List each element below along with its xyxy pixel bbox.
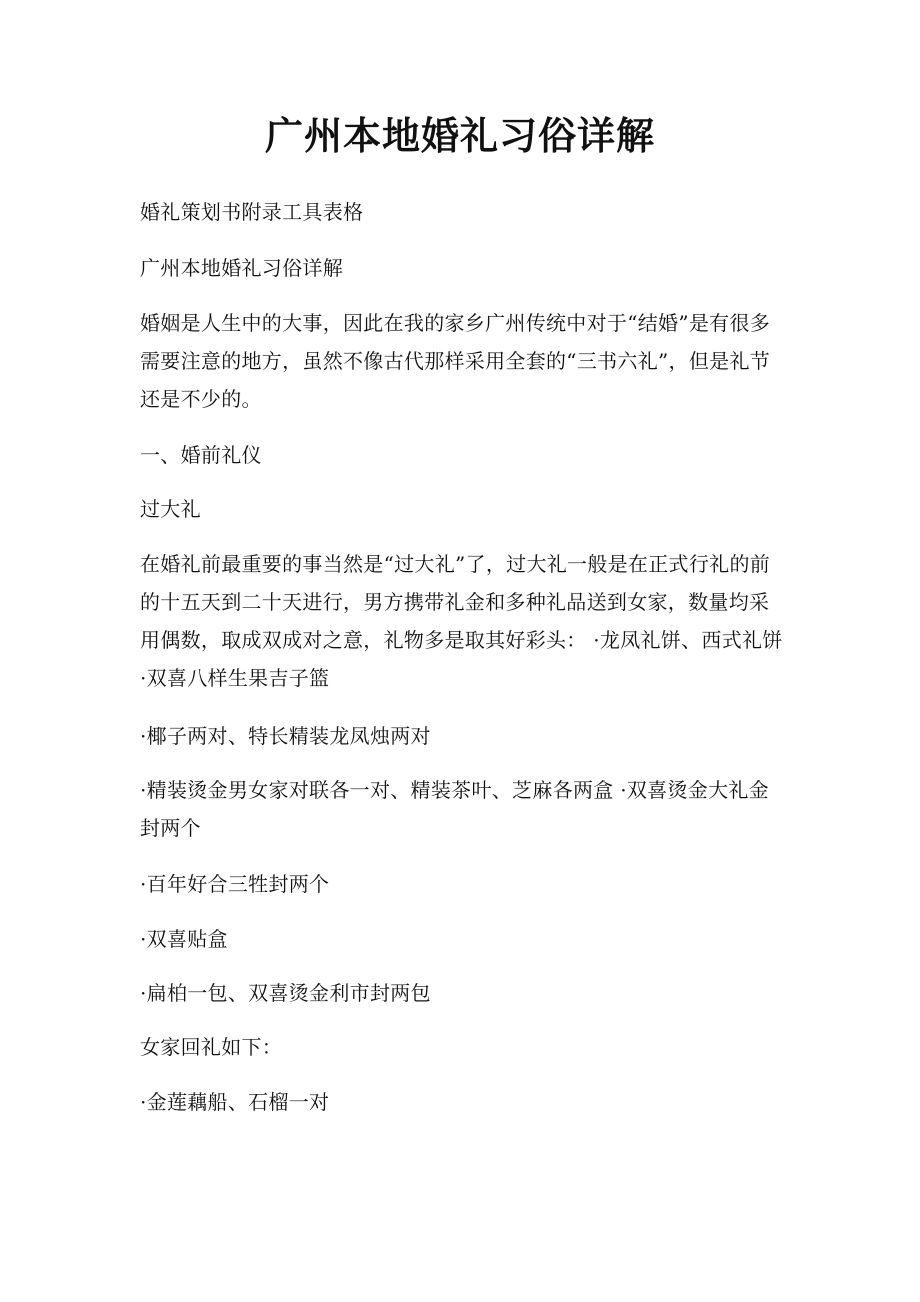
list-item: ·双喜贴盒	[140, 927, 228, 951]
list-item: ·精装烫金男女家对联各一对、精装茶叶、芝麻各两盒 ·双喜烫金大礼金封两个	[140, 778, 769, 840]
list-item: ·百年好合三牲封两个	[140, 872, 330, 896]
list-item: ·椰子两对、特长精装龙凤烛两对	[140, 724, 431, 748]
subtitle-repeat: 广州本地婚礼习俗详解	[140, 256, 343, 280]
intro-paragraph: 婚姻是人生中的大事，因此在我的家乡广州传统中对于“结婚”是有很多需要注意的地方，虽然不像古代那样采用全套的“三书六礼”，但是礼节还是不少的。	[140, 311, 771, 411]
document-title: 广州本地婚礼习俗详解	[264, 113, 655, 158]
body-paragraph: 在婚礼前最重要的事当然是“过大礼”了，过大礼一般是在正式行礼的前的十五天到二十天进行，男方携带礼金和多种礼品送到女家，数量均采用偶数，取成双成对之意，礼物多是取其好彩头： ·龙凤礼饼、西式礼饼 ·双喜八样生果吉子篮	[140, 552, 783, 690]
body-paragraph: 女家回礼如下：	[140, 1035, 283, 1059]
list-item: ·扁柏一包、双喜烫金利市封两包	[140, 981, 431, 1005]
list-item: ·金莲藕船、石榴一对	[140, 1090, 330, 1114]
subtitle-appendix: 婚礼策划书附录工具表格	[140, 200, 364, 224]
subsection-heading: 过大礼	[140, 497, 201, 521]
section-heading: 一、婚前礼仪	[140, 443, 262, 467]
